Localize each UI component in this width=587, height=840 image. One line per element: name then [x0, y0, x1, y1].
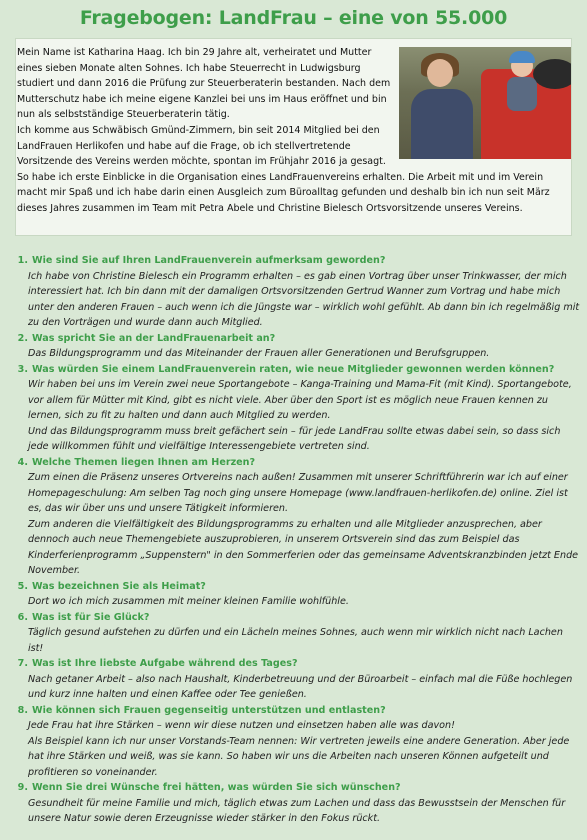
question-item: [14, 331, 580, 362]
question-item: [14, 703, 580, 781]
intro-text: [17, 45, 571, 217]
intro-paragraph: Mein Name ist Katharina Haag. Ich bin 29 Jahre alt, verheiratet und Mutter eines sieben Monate alten Sohnes. Ich habe Steuerrecht in Ludwigsburg studiert und dann 2016 die Prüfung zur Steuerberaterin bestanden. Nach dem Mutterschutz habe ich meine eigene Kanzlei bei uns im Haus eröffnet und bin nun als selbstständige Steuerberaterin tätig.: [17, 47, 391, 121]
answer-paragraph: Dort wo ich mich zusammen mit meiner kleinen Familie wohlfühle.: [28, 596, 349, 607]
question-number: 2.: [17, 332, 28, 344]
answer-paragraph: Ich habe von Christine Bielesch ein Programm erhalten – es gab einen Vortrag über unser Trinkwasser, der mich interessiert hat. Ich bin dann mit der damaligen Ortsvorsitzenden Gertrud Wanner zum Vortrag und habe mich unter den anderen Frauen – auch wenn ich die Jüngste war – wirklich wohl gefühlt. Ab dann bin ich regelmäßig mit zu den Vorträgen und wurde dann auch Mitglied.: [28, 270, 580, 328]
question-item: [14, 579, 580, 610]
answer-paragraph: Nach getaner Arbeit – also nach Haushalt, Kinderbetreuung und der Büroarbeit – einfach mal die Füße hochlegen und kurz inne halten und einen Kaffee oder Tee genießen.: [28, 673, 573, 700]
question-heading: [14, 780, 580, 796]
question-text: Was bezeichnen Sie als Heimat?: [32, 580, 206, 592]
question-heading: [14, 656, 580, 672]
answer-paragraph: Zum einen die Präsenz unseres Ortvereins nach außen! Zusammen mit unserer Schriftführerin war ich auf einer Homepageschulung: Am selben Tag noch ging unsere Homepage (www.landfrauen-herlikofen.de) online. Ziel ist es, das wir über uns und unsere Tätigkeit informieren.: [28, 472, 568, 514]
question-text: Was ist Ihre liebste Aufgabe während des Tages?: [32, 658, 298, 669]
question-item: [14, 656, 580, 703]
question-text: Welche Themen liegen Ihnen am Herzen?: [32, 456, 256, 468]
answer-paragraph: Zum anderen die Vielfältigkeit des Bildungsprogramms zu erhalten und alle Mitglieder anzusprechen, aber dennoch auch neue Themengebiete auszuprobieren, in unserem Ortsverein sind das zum Beispiel das Kinderferienprogramm „Suppenstern" in den Sommerferien oder das gemeinsame Adventskranzbinden jetzt Ende November.: [28, 518, 579, 576]
answer-paragraph: Gesundheit für meine Familie und mich, täglich etwas zum Lachen und dass das Bewusstsein der Menschen für unsere Natur sowie deren Erzeugnisse wieder stärker in den Fokus rückt.: [28, 797, 566, 824]
question-heading: [14, 455, 580, 471]
steering-wheel-shape: [533, 59, 571, 89]
question-text: Wenn Sie drei Wünsche frei hätten, was würden Sie sich wünschen?: [32, 782, 401, 793]
answer-block: [14, 625, 580, 656]
question-heading: [14, 610, 580, 626]
question-item: [14, 610, 580, 657]
question-heading: [14, 253, 580, 269]
question-list: [14, 253, 580, 827]
answer-paragraph: Das Bildungsprogramm und das Miteinander der Frauen aller Generationen und Berufsgruppen.: [28, 348, 490, 359]
question-heading: [14, 362, 580, 378]
question-item: [14, 780, 580, 827]
portrait-photo: [399, 47, 571, 159]
question-heading: [14, 703, 580, 719]
question-text: Wie können sich Frauen gegenseitig unterstützen und entlasten?: [32, 704, 386, 716]
question-number: 4.: [17, 456, 28, 468]
question-number: 1.: [17, 255, 28, 266]
woman-body-shape: [411, 89, 473, 159]
answer-block: [14, 269, 580, 331]
question-number: 6.: [17, 611, 28, 623]
page-title: Fragebogen: LandFrau – eine von 55.000: [79, 7, 508, 29]
question-number: 5.: [17, 580, 28, 592]
question-text: Was ist für Sie Glück?: [32, 611, 150, 623]
answer-block: [14, 346, 580, 362]
question-item: [14, 362, 580, 455]
question-item: [14, 455, 580, 579]
answer-block: [14, 377, 580, 455]
answer-paragraph: Jede Frau hat ihre Stärken – wenn wir diese nutzen und einsetzen haben alle was davon!: [28, 720, 455, 731]
question-heading: [14, 331, 580, 347]
question-text: Was würden Sie einem LandFrauenverein raten, wie neue Mitglieder gewonnen werden können?: [32, 363, 555, 375]
woman-head-shape: [427, 59, 453, 87]
baby-body-shape: [507, 77, 537, 111]
intro-paragraph: Ich komme aus Schwäbisch Gmünd-Zimmern, bin seit 2014 Mitglied bei den LandFrauen Herlikofen und habe auf die Frage, ob ich stellvertretende Vorsitzende des Vereins werden möchte, spontan im Frühjahr 2016 ja gesagt. So habe ich erste Einblicke in die Organisation eines LandFrauenvereins erhalten. Die Arbeit mit und im Verein macht mir Spaß und ich habe darin einen Ausgleich zum Büroalltag gefunden und deshalb bin ich nun seit März dieses Jahres zusammen im Team mit Petra Abele und Christine Bielesch Ortsvorsitzende unseres Vereins.: [17, 124, 550, 214]
question-text: Was spricht Sie an der LandFrauenarbeit an?: [32, 332, 276, 344]
question-item: [14, 253, 580, 331]
question-heading: [14, 579, 580, 595]
baby-hat-shape: [509, 51, 535, 63]
answer-block: [14, 470, 580, 579]
question-number: 8.: [17, 704, 28, 716]
answer-paragraph: Und das Bildungsprogramm muss breit gefächert sein – für jede LandFrau sollte etwas dabei sein, so dass sich jede willkommen fühlt und vielfältige Interessengebiete vertreten sind.: [28, 425, 561, 452]
question-number: 7.: [17, 658, 28, 669]
answer-block: [14, 796, 580, 827]
questionnaire: [14, 253, 580, 827]
answer-paragraph: Als Beispiel kann ich nur unser Vorstands-Team nennen: Wir vertreten jeweils eine andere Generation. Aber jede hat ihre Stärken und weiß, was sie kann. So haben wir uns die Arbeiten nach unseren Können aufgeteilt und profitieren so voneinander.: [28, 735, 570, 778]
question-number: 9.: [17, 782, 28, 793]
answer-block: [14, 672, 580, 703]
answer-block: [14, 718, 580, 780]
question-number: 3.: [17, 363, 28, 375]
answer-paragraph: Täglich gesund aufstehen zu dürfen und ein Lächeln meines Sohnes, auch wenn mir wirklich nicht nach Lachen ist!: [28, 627, 563, 654]
answer-paragraph: Wir haben bei uns im Verein zwei neue Sportangebote – Kanga-Training und Mama-Fit (mit Kind). Sportangebote, vor allem für Mütter mit Kind, gibt es nicht viele. Aber über den Sport ist es möglich neue Frauen kennen zu lernen, sich zu fit zu halten und dann auch Mitglied zu werden.: [28, 379, 572, 421]
question-text: Wie sind Sie auf Ihren LandFrauenverein aufmerksam geworden?: [32, 255, 386, 266]
answer-block: [14, 594, 580, 610]
